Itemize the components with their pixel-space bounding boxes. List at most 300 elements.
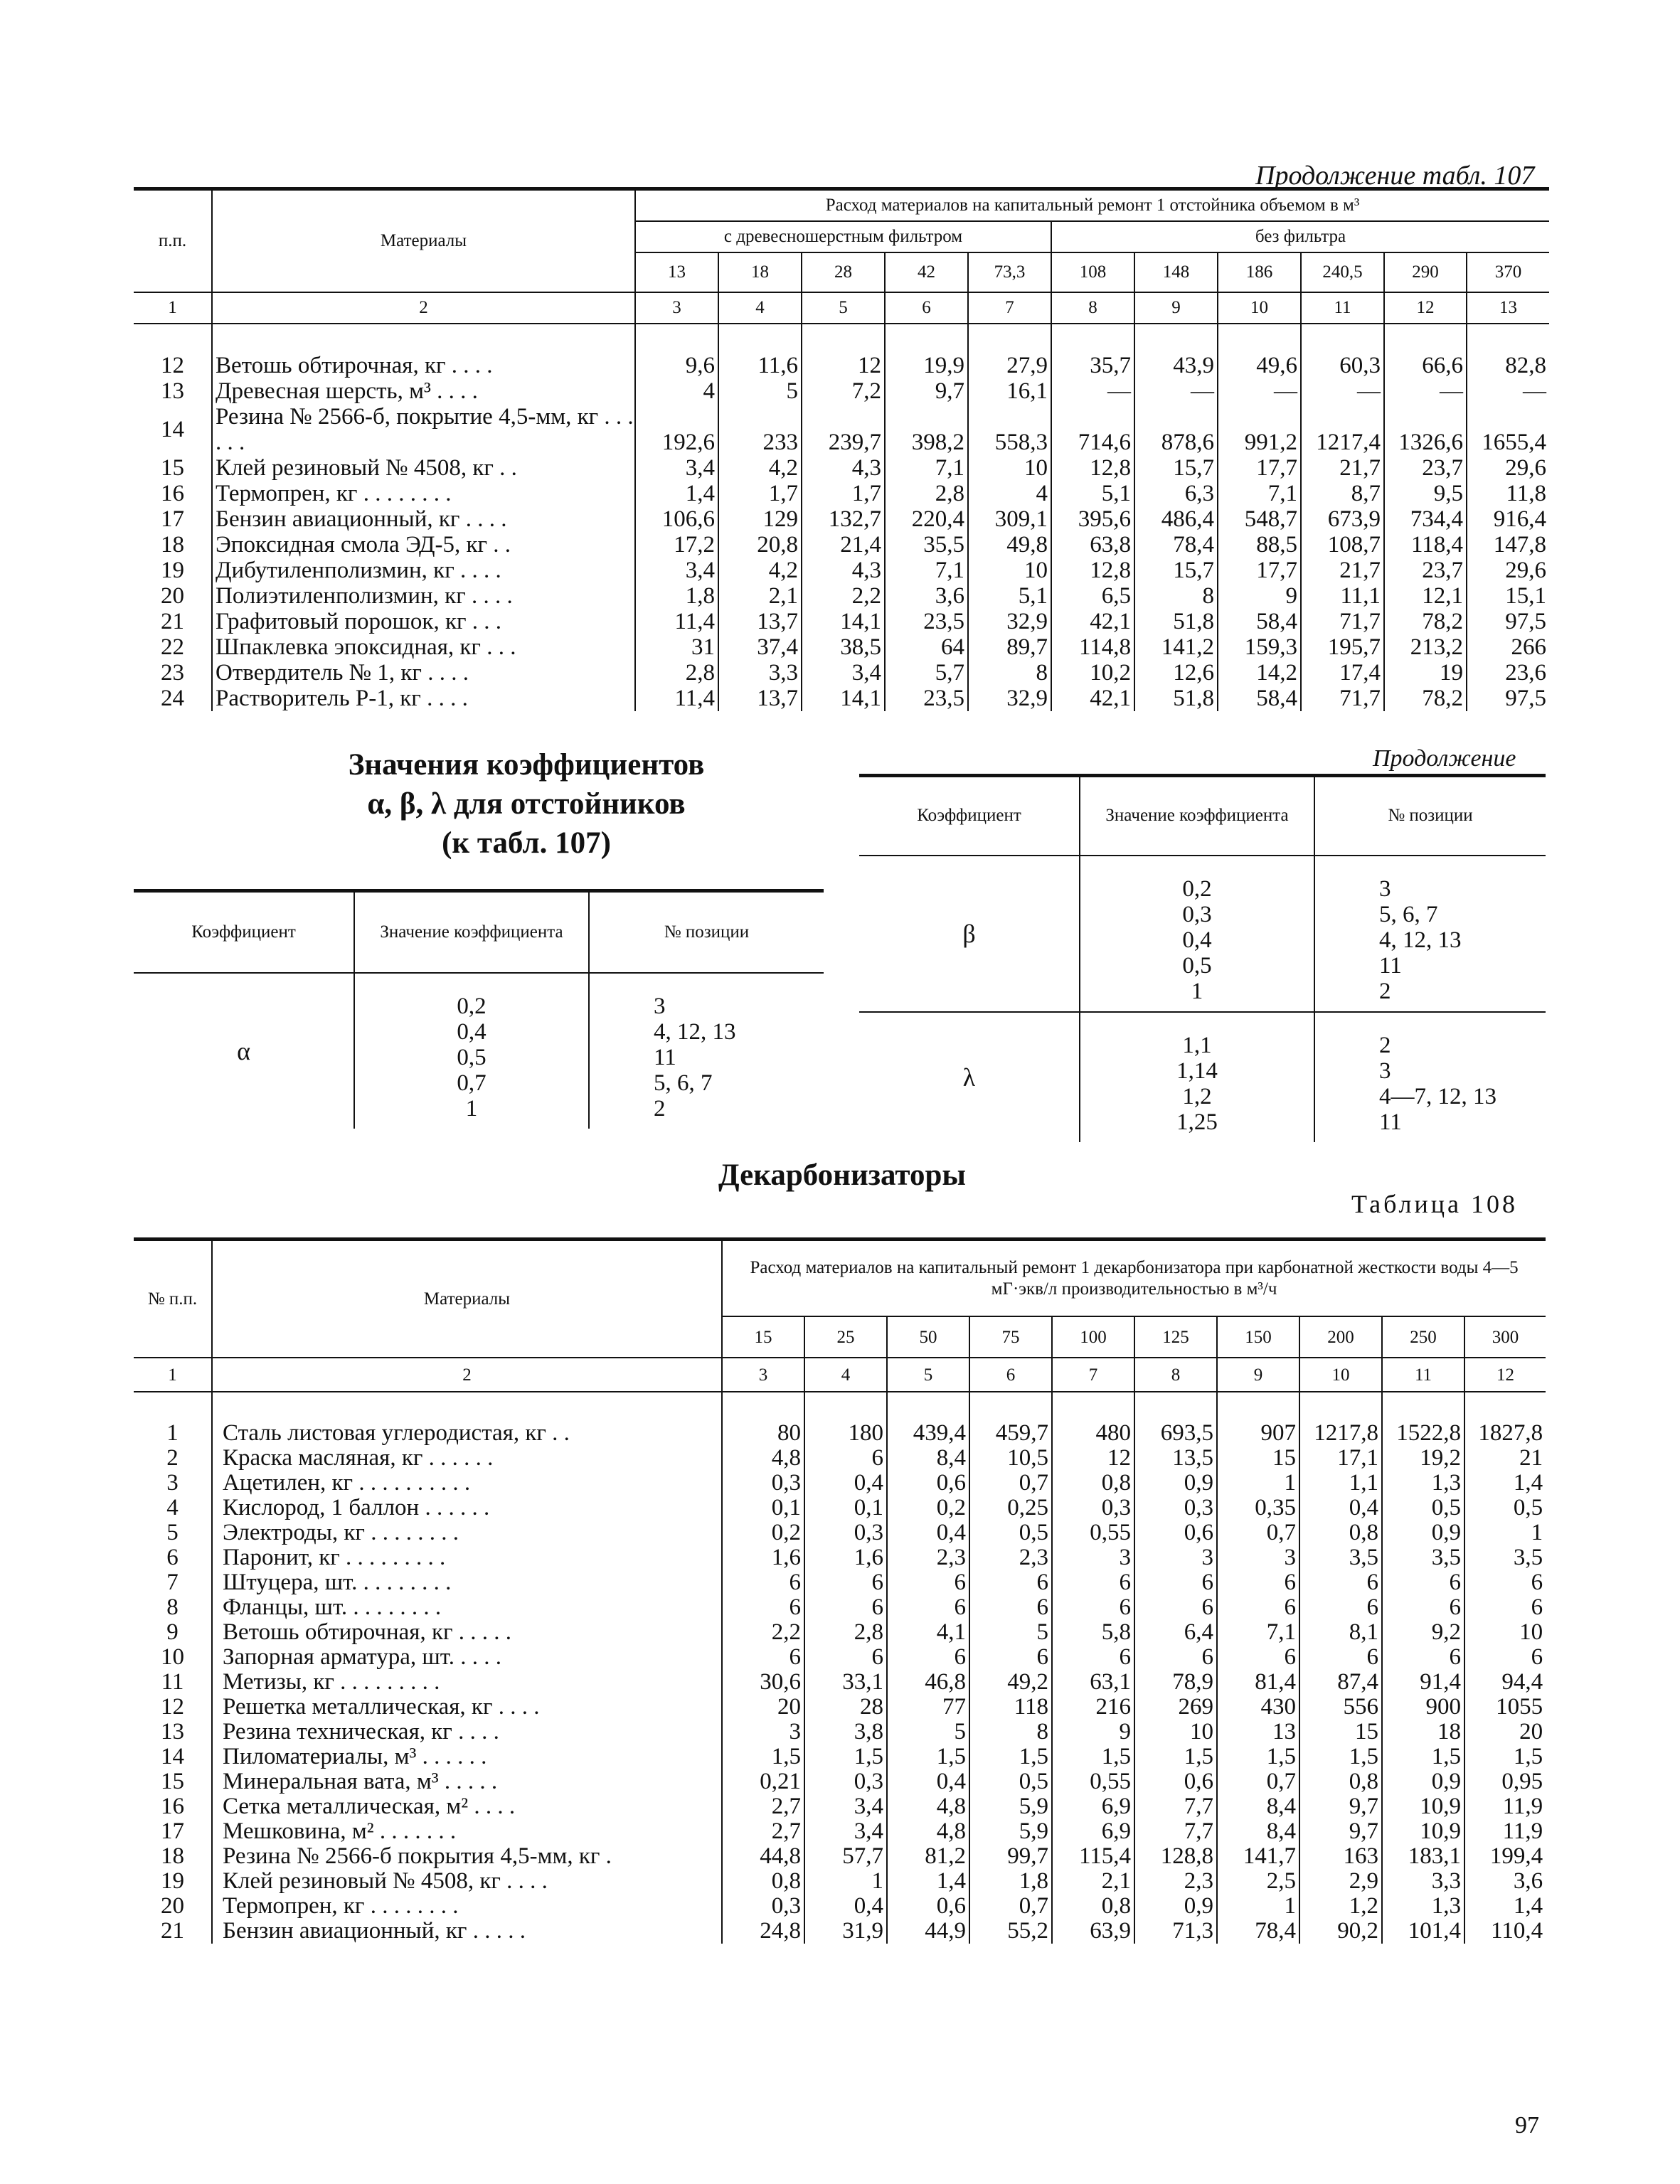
value-cell: 0,5 — [969, 1520, 1052, 1545]
header-colnum: 12 — [1464, 1358, 1546, 1392]
header-colnum: 1 — [134, 1358, 212, 1392]
value-cell: 1,5 — [969, 1744, 1052, 1769]
value-cell: 4,1 — [887, 1620, 969, 1645]
coef-position: 11 — [1379, 952, 1402, 979]
value-cell: — — [1384, 378, 1467, 404]
value-cell: 23,7 — [1384, 558, 1467, 583]
value-cell: 6 — [1134, 1645, 1217, 1670]
material-name: Штуцера, шт. . . . . . . . . — [212, 1570, 722, 1595]
table108-label: Таблица 108 — [1351, 1190, 1518, 1218]
header-colnum: 4 — [718, 292, 802, 324]
value-cell: 28 — [804, 1695, 887, 1720]
value-cell: 1,5 — [722, 1744, 804, 1769]
value-cell: 43,9 — [1134, 324, 1218, 378]
value-cell: — — [1218, 378, 1301, 404]
table-row — [134, 1919, 1546, 1944]
material-name: Сталь листовая углеродистая, кг . . — [212, 1392, 722, 1446]
value-cell: 1 — [1217, 1471, 1299, 1496]
value-cell: 8,7 — [1301, 481, 1384, 506]
value-cell: 183,1 — [1382, 1844, 1464, 1869]
value-cell: 3 — [1052, 1545, 1134, 1570]
value-cell: 58,4 — [1218, 609, 1301, 634]
value-cell: 9 — [1218, 583, 1301, 609]
value-cell: 0,3 — [804, 1769, 887, 1794]
value-cell: 77 — [887, 1695, 969, 1720]
header-materials: Материалы — [212, 1240, 722, 1358]
value-cell: 71,7 — [1301, 686, 1384, 711]
value-cell: 3,4 — [802, 660, 885, 686]
value-cell: 8,4 — [1217, 1794, 1299, 1819]
value-cell: 11,9 — [1502, 1794, 1543, 1819]
value-cell: 1,8 — [635, 583, 718, 609]
header-volume: 240,5 — [1301, 252, 1384, 292]
table-107 — [134, 187, 1549, 711]
value-cell: 10,9 — [1382, 1794, 1464, 1819]
value-cell: 0,5 — [1382, 1496, 1464, 1520]
material-name: Мешковина, м² . . . . . . . — [212, 1819, 722, 1844]
value-cell: 0,6 — [1134, 1520, 1217, 1545]
value-cell: 0,1 — [722, 1496, 804, 1520]
value-cell: 27,9 — [968, 324, 1051, 378]
coef-position: 11 — [1379, 1109, 1402, 1135]
value-cell: 0,5 — [1513, 1495, 1543, 1520]
table-row — [134, 1471, 1546, 1496]
value-cell: 6 — [887, 1595, 969, 1620]
header-capacity: 15 — [722, 1316, 804, 1358]
value-cell: 2,3 — [969, 1545, 1052, 1570]
value-cell: 80 — [722, 1392, 804, 1446]
value-cell: 32,9 — [968, 686, 1051, 711]
header-colnum: 12 — [1384, 292, 1467, 324]
value-cell: 147,8 — [1493, 532, 1547, 558]
value-cell: 14,1 — [802, 609, 885, 634]
value-cell: 6 — [969, 1570, 1052, 1595]
material-name: Метизы, кг . . . . . . . . . — [212, 1670, 722, 1695]
table-row — [134, 1446, 1546, 1471]
coef-value: 0,5 — [1182, 952, 1212, 979]
coef-table-beta-lambda — [859, 774, 1546, 1142]
row-number: 18 — [134, 532, 212, 558]
value-cell: 0,55 — [1052, 1520, 1134, 1545]
value-cell: 3 — [1134, 1545, 1217, 1570]
header-volume: 148 — [1134, 252, 1218, 292]
value-cell: 12,6 — [1134, 660, 1218, 686]
value-cell: 20 — [1519, 1719, 1543, 1744]
row-number: 12 — [134, 1695, 212, 1720]
row-number: 18 — [134, 1844, 212, 1869]
row-number: 16 — [134, 481, 212, 506]
value-cell: 900 — [1382, 1695, 1464, 1720]
coef-header-value: Значение коэффициента — [1080, 776, 1314, 856]
value-cell: 19 — [1384, 660, 1467, 686]
coef-position: 3 — [654, 993, 666, 1019]
header-pp: п.п. — [134, 189, 212, 293]
value-cell: 0,3 — [1134, 1496, 1217, 1520]
value-cell: 3,6 — [1513, 1868, 1543, 1894]
value-cell: 558,3 — [968, 404, 1051, 455]
value-cell: 13,7 — [718, 609, 802, 634]
value-cell: 3,4 — [804, 1794, 887, 1819]
row-number: 15 — [134, 455, 212, 481]
header-volume: 18 — [718, 252, 802, 292]
value-cell: 37,4 — [718, 634, 802, 660]
value-cell: 734,4 — [1384, 506, 1467, 532]
value-cell: 13,5 — [1134, 1446, 1217, 1471]
value-cell: 35,7 — [1051, 324, 1134, 378]
value-cell: 12,1 — [1384, 583, 1467, 609]
header-colnum: 11 — [1382, 1358, 1464, 1392]
row-number: 14 — [134, 404, 212, 455]
value-cell: 1326,6 — [1384, 404, 1467, 455]
value-cell: 195,7 — [1301, 634, 1384, 660]
row-number: 13 — [134, 378, 212, 404]
value-cell: 16,1 — [968, 378, 1051, 404]
row-number: 12 — [134, 324, 212, 378]
value-cell: 3,3 — [718, 660, 802, 686]
value-cell: 6 — [722, 1595, 804, 1620]
coef-position: 3 — [1379, 875, 1391, 902]
header-main: Расход материалов на капитальный ремонт 1 декарбонизатора при карбонатной жесткости воды 4—5 мГ·экв/л производительностью в м³/ч — [722, 1240, 1546, 1317]
value-cell: 1055 — [1496, 1694, 1543, 1720]
value-cell: 5 — [887, 1720, 969, 1744]
value-cell: 2,2 — [722, 1620, 804, 1645]
value-cell: 1,8 — [969, 1869, 1052, 1894]
value-cell: 1,4 — [1513, 1893, 1543, 1919]
value-cell: 78,9 — [1134, 1670, 1217, 1695]
value-cell: 7,7 — [1134, 1819, 1217, 1844]
value-cell: 89,7 — [968, 634, 1051, 660]
value-cell: 2,9 — [1299, 1869, 1382, 1894]
value-cell: 2,7 — [722, 1794, 804, 1819]
value-cell: 23,5 — [885, 686, 968, 711]
value-cell: 6 — [1134, 1570, 1217, 1595]
value-cell: 991,2 — [1218, 404, 1301, 455]
value-cell: 0,6 — [887, 1471, 969, 1496]
value-cell: 1217,8 — [1299, 1392, 1382, 1446]
value-cell: 4 — [968, 481, 1051, 506]
value-cell: 1 — [1531, 1520, 1543, 1545]
value-cell: 180 — [804, 1392, 887, 1446]
table-row — [134, 1744, 1546, 1769]
value-cell: 11,1 — [1301, 583, 1384, 609]
value-cell: 108,7 — [1301, 532, 1384, 558]
material-name: Клей резиновый № 4508, кг . . . . — [212, 1869, 722, 1894]
header-capacity: 100 — [1052, 1316, 1134, 1358]
value-cell: 15,1 — [1505, 583, 1547, 609]
header-capacity: 125 — [1134, 1316, 1217, 1358]
material-name: Бензин авиационный, кг . . . . — [212, 506, 635, 532]
value-cell: 2,1 — [1052, 1869, 1134, 1894]
material-name: Термопрен, кг . . . . . . . . — [212, 1894, 722, 1919]
value-cell: 78,4 — [1134, 532, 1218, 558]
table-row — [134, 1595, 1546, 1620]
coef-position: 3 — [1379, 1058, 1391, 1084]
value-cell: 1,7 — [802, 481, 885, 506]
value-cell: 6 — [804, 1570, 887, 1595]
header-colnum: 11 — [1301, 292, 1384, 324]
header-colnum: 5 — [887, 1358, 969, 1392]
value-cell: 51,8 — [1134, 686, 1218, 711]
value-cell: — — [1051, 378, 1134, 404]
value-cell: 10,5 — [969, 1446, 1052, 1471]
value-cell: 5 — [718, 378, 802, 404]
row-number: 15 — [134, 1769, 212, 1794]
value-cell: 11,9 — [1502, 1818, 1543, 1844]
value-cell: 216 — [1052, 1695, 1134, 1720]
material-name: Сетка металлическая, м² . . . . — [212, 1794, 722, 1819]
value-cell: 6 — [1382, 1645, 1464, 1670]
coef-row-alpha — [134, 973, 824, 1129]
header-capacity: 75 — [969, 1316, 1052, 1358]
header-capacity: 150 — [1217, 1316, 1299, 1358]
value-cell: 7,1 — [1217, 1620, 1299, 1645]
coef-value: 0,2 — [1182, 875, 1212, 902]
value-cell: 6 — [1052, 1645, 1134, 1670]
header-colnum: 8 — [1051, 292, 1134, 324]
coef-symbol: λ — [859, 1012, 1080, 1142]
value-cell: 6 — [1217, 1645, 1299, 1670]
value-cell: 3 — [1217, 1545, 1299, 1570]
coef-title-line1: Значения коэффициентов — [348, 748, 705, 782]
header-colnum: 9 — [1217, 1358, 1299, 1392]
material-name: Клей резиновый № 4508, кг . . — [212, 455, 635, 481]
coef-positions — [1314, 856, 1546, 1012]
value-cell: 1,3 — [1382, 1471, 1464, 1496]
table-row — [134, 532, 1549, 558]
row-number: 2 — [134, 1446, 212, 1471]
header-colnum: 5 — [802, 292, 885, 324]
value-cell: 97,5 — [1505, 609, 1547, 634]
value-cell: 94,4 — [1501, 1669, 1543, 1695]
material-name: Решетка металлическая, кг . . . . — [212, 1695, 722, 1720]
table-row — [134, 378, 1549, 404]
value-cell: 6,4 — [1134, 1620, 1217, 1645]
value-cell: 6,9 — [1052, 1819, 1134, 1844]
header-without-filter: без фильтра — [1051, 221, 1549, 252]
value-cell: 8,4 — [1217, 1819, 1299, 1844]
coef-values — [1080, 856, 1314, 1012]
value-cell: 13 — [1217, 1720, 1299, 1744]
value-cell: — — [1523, 378, 1547, 404]
value-cell: 0,3 — [722, 1894, 804, 1919]
row-number: 17 — [134, 506, 212, 532]
value-cell: 10,2 — [1051, 660, 1134, 686]
value-cell: 5,8 — [1052, 1620, 1134, 1645]
value-cell: 15 — [1299, 1720, 1382, 1744]
value-cell: 395,6 — [1051, 506, 1134, 532]
value-cell: 71,3 — [1134, 1919, 1217, 1944]
value-cell: 430 — [1217, 1695, 1299, 1720]
value-cell: 1,5 — [887, 1744, 969, 1769]
header-volume: 290 — [1384, 252, 1467, 292]
row-number: 20 — [134, 1894, 212, 1919]
value-cell: 1522,8 — [1382, 1392, 1464, 1446]
value-cell: 4,3 — [802, 558, 885, 583]
row-number: 14 — [134, 1744, 212, 1769]
value-cell: 99,7 — [969, 1844, 1052, 1869]
header-capacity: 25 — [804, 1316, 887, 1358]
coef-position: 4, 12, 13 — [1379, 927, 1462, 953]
value-cell: 23,5 — [885, 609, 968, 634]
value-cell: 4,8 — [722, 1446, 804, 1471]
value-cell: 6 — [969, 1595, 1052, 1620]
value-cell: 916,4 — [1493, 506, 1547, 532]
value-cell: 0,9 — [1382, 1520, 1464, 1545]
value-cell: 10,9 — [1382, 1819, 1464, 1844]
coef-value: 1 — [1191, 978, 1203, 1004]
coef-continuation: Продолжение — [1373, 745, 1516, 772]
value-cell: 129 — [718, 506, 802, 532]
value-cell: 10 — [968, 558, 1051, 583]
coef-value: 1,1 — [1182, 1032, 1212, 1058]
table-row — [134, 1720, 1546, 1744]
material-name: Резина техническая, кг . . . . — [212, 1720, 722, 1744]
value-cell: 6 — [1299, 1645, 1382, 1670]
value-cell: 2,3 — [1134, 1869, 1217, 1894]
value-cell: 6 — [722, 1645, 804, 1670]
material-name: Фланцы, шт. . . . . . . . . — [212, 1595, 722, 1620]
value-cell: 0,9 — [1134, 1894, 1217, 1919]
value-cell: 24,8 — [722, 1919, 804, 1944]
value-cell: 4,2 — [718, 455, 802, 481]
value-cell: 3,3 — [1382, 1869, 1464, 1894]
table-row — [134, 1545, 1546, 1570]
value-cell: 6 — [887, 1645, 969, 1670]
value-cell: 90,2 — [1299, 1919, 1382, 1944]
table-row — [134, 1520, 1546, 1545]
header-colnum: 4 — [804, 1358, 887, 1392]
value-cell: 0,4 — [1299, 1496, 1382, 1520]
material-name: Ветошь обтирочная, кг . . . . — [212, 324, 635, 378]
value-cell: 1,2 — [1299, 1894, 1382, 1919]
value-cell: 239,7 — [802, 404, 885, 455]
table-row — [134, 1392, 1546, 1446]
value-cell: 459,7 — [969, 1392, 1052, 1446]
value-cell: 6,3 — [1134, 481, 1218, 506]
row-number: 17 — [134, 1819, 212, 1844]
value-cell: 29,6 — [1505, 455, 1547, 481]
value-cell: 5,1 — [1051, 481, 1134, 506]
header-capacity: 250 — [1382, 1316, 1464, 1358]
value-cell: 0,4 — [804, 1471, 887, 1496]
value-cell: 3,5 — [1299, 1545, 1382, 1570]
value-cell: 0,8 — [1052, 1471, 1134, 1496]
value-cell: 159,3 — [1218, 634, 1301, 660]
value-cell: 6 — [1382, 1595, 1464, 1620]
header-colnum: 2 — [212, 1358, 722, 1392]
value-cell: 8,4 — [887, 1446, 969, 1471]
value-cell: 1,5 — [1052, 1744, 1134, 1769]
value-cell: 693,5 — [1134, 1392, 1217, 1446]
material-name: Паронит, кг . . . . . . . . . — [212, 1545, 722, 1570]
value-cell: 11,4 — [635, 609, 718, 634]
value-cell: 12 — [1052, 1446, 1134, 1471]
value-cell: 0,6 — [887, 1894, 969, 1919]
value-cell: 220,4 — [885, 506, 968, 532]
value-cell: 486,4 — [1134, 506, 1218, 532]
value-cell: 9,7 — [1299, 1794, 1382, 1819]
value-cell: 21 — [1519, 1445, 1543, 1471]
value-cell: 17,4 — [1301, 660, 1384, 686]
row-number: 16 — [134, 1794, 212, 1819]
coef-positions — [1314, 1012, 1546, 1142]
value-cell: 42,1 — [1051, 609, 1134, 634]
value-cell: 71,7 — [1301, 609, 1384, 634]
value-cell: 64 — [885, 634, 968, 660]
value-cell: 6 — [1134, 1595, 1217, 1620]
value-cell: 2,8 — [635, 660, 718, 686]
coef-value: 0,3 — [1182, 901, 1212, 927]
table-108 — [134, 1237, 1546, 1944]
coef-header-coef: Коэффициент — [134, 891, 354, 973]
value-cell: 18 — [1382, 1720, 1464, 1744]
header-colnum: 2 — [212, 292, 635, 324]
material-name: Бензин авиационный, кг . . . . . — [212, 1919, 722, 1944]
header-volume: 370 — [1467, 252, 1549, 292]
value-cell: 5,9 — [969, 1819, 1052, 1844]
value-cell: 1,5 — [1513, 1744, 1543, 1769]
value-cell: 106,6 — [635, 506, 718, 532]
value-cell: 12,8 — [1051, 558, 1134, 583]
table-row — [134, 1769, 1546, 1794]
value-cell: 0,2 — [722, 1520, 804, 1545]
value-cell: 6 — [1531, 1644, 1543, 1670]
value-cell: 20 — [722, 1695, 804, 1720]
page-number: 97 — [1515, 2112, 1539, 2138]
value-cell: 3,4 — [635, 558, 718, 583]
coef-position: 2 — [1379, 978, 1391, 1004]
value-cell: 8,1 — [1299, 1620, 1382, 1645]
value-cell: 14,2 — [1218, 660, 1301, 686]
value-cell: 0,7 — [969, 1471, 1052, 1496]
row-number: 13 — [134, 1720, 212, 1744]
table-row — [134, 1670, 1546, 1695]
value-cell: 3,4 — [635, 455, 718, 481]
material-name: Древесная шерсть, м³ . . . . — [212, 378, 635, 404]
value-cell: 9,5 — [1384, 481, 1467, 506]
material-name: Минеральная вата, м³ . . . . . — [212, 1769, 722, 1794]
value-cell: 118 — [969, 1695, 1052, 1720]
value-cell: 309,1 — [968, 506, 1051, 532]
header-volume: 42 — [885, 252, 968, 292]
value-cell: 0,5 — [969, 1769, 1052, 1794]
value-cell: 233 — [718, 404, 802, 455]
value-cell: 11,6 — [718, 324, 802, 378]
value-cell: 6 — [1217, 1595, 1299, 1620]
value-cell: 5,1 — [968, 583, 1051, 609]
row-number: 19 — [134, 558, 212, 583]
header-volume: 108 — [1051, 252, 1134, 292]
row-number: 21 — [134, 1919, 212, 1944]
value-cell: 0,6 — [1134, 1769, 1217, 1794]
table107-continuation: Продолжение табл. 107 — [1255, 161, 1535, 191]
value-cell: 7,2 — [802, 378, 885, 404]
value-cell: 7,1 — [885, 558, 968, 583]
value-cell: 8 — [969, 1720, 1052, 1744]
coef-position: 4—7, 12, 13 — [1379, 1083, 1496, 1109]
value-cell: 17,7 — [1218, 455, 1301, 481]
coef-value: 1,14 — [1176, 1058, 1218, 1084]
value-cell: 44,9 — [887, 1919, 969, 1944]
value-cell: 9,6 — [635, 324, 718, 378]
table-row — [134, 404, 1549, 455]
value-cell: 91,4 — [1382, 1670, 1464, 1695]
value-cell: — — [1134, 378, 1218, 404]
value-cell: 10 — [1519, 1619, 1543, 1645]
value-cell: 192,6 — [635, 404, 718, 455]
value-cell: 199,4 — [1489, 1843, 1543, 1869]
coef-title-line3: (к табл. 107) — [442, 826, 611, 860]
